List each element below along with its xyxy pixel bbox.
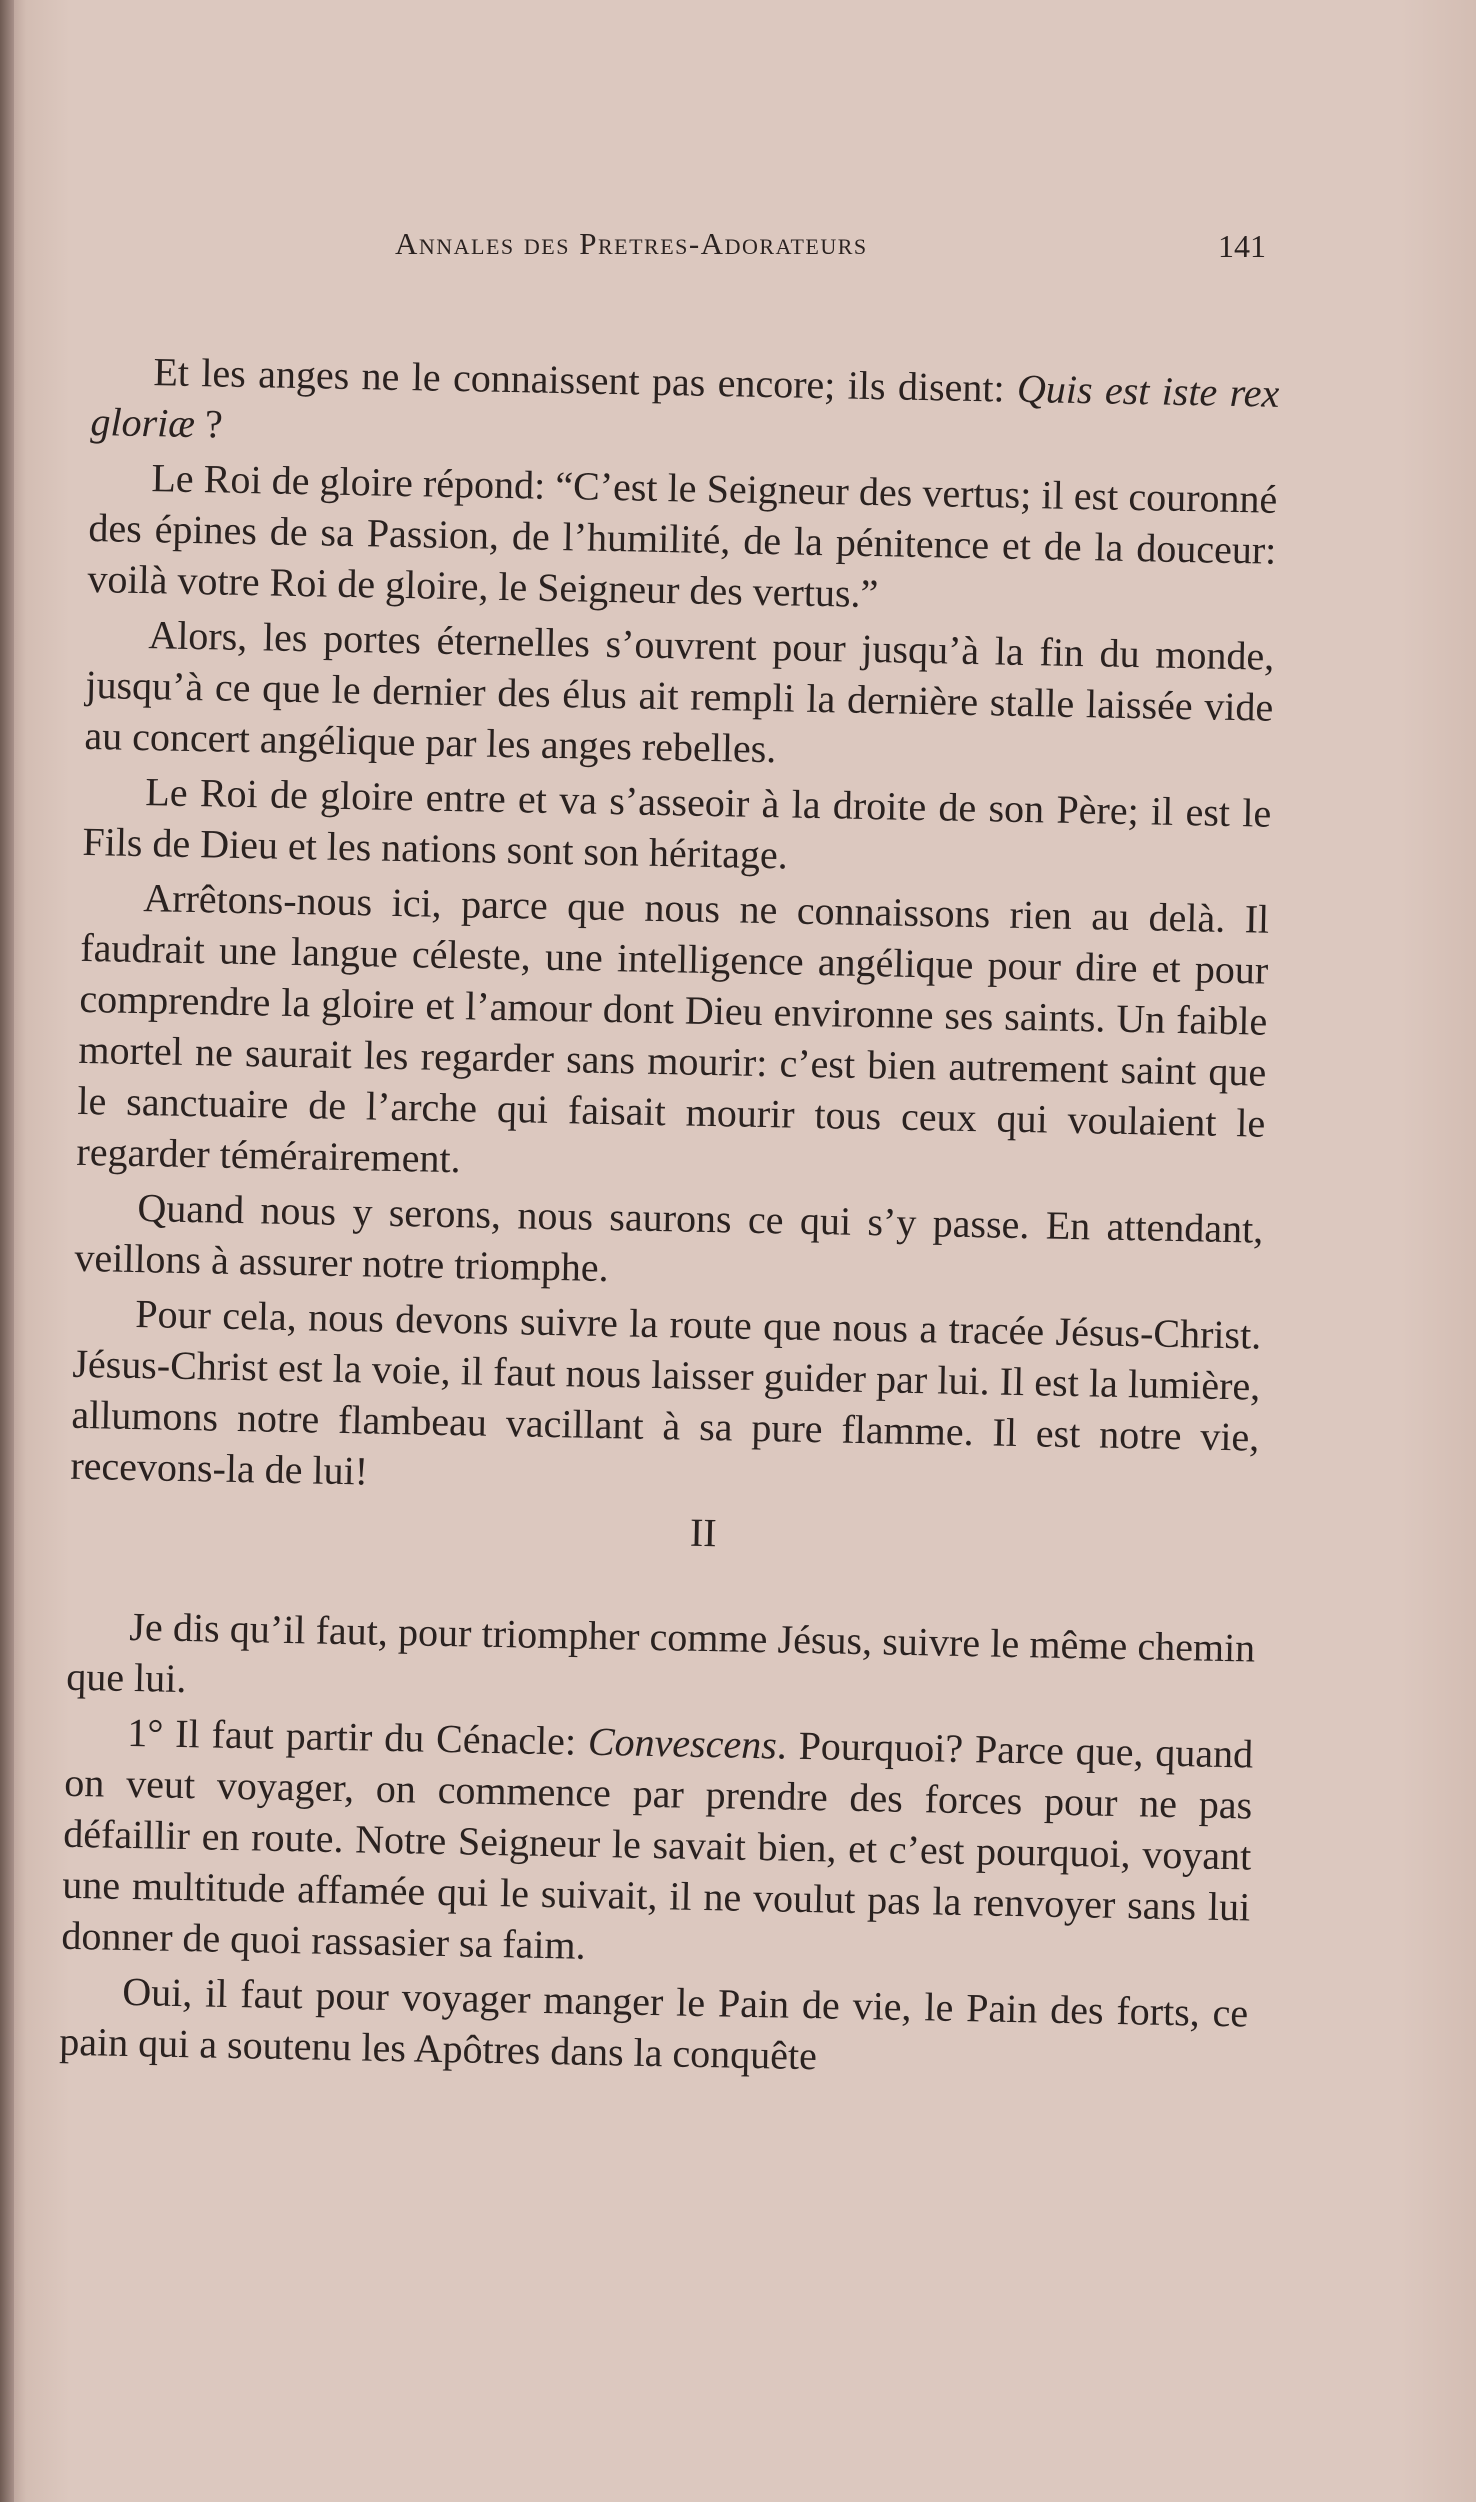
paragraph-4: Le Roi de gloire entre et va s’asseoir à la droite de son Père; il est le Fils de Dieu et les nations sont son héritage. — [82, 769, 1272, 878]
book-spine-edge — [0, 0, 14, 2502]
paragraph-9 — [61, 1706, 1254, 1984]
paragraph-3: Alors, les portes éternelles s’ouvrent pour jusqu’à la fin du monde, jusqu’à ce que le dernier des élus ait rempli la dernière stalle laissée vide au concert angélique par les anges rebelles. — [84, 612, 1275, 772]
page-number: 141 — [1218, 228, 1266, 264]
paragraph-9-continued: . Pourquoi? Parce que, quand on veut voyager, on commence par prendre des forces pour ne pas défaillir en route. Notre Seigneur le savait bien, et c’est pourquoi, voyant une multitude affamée qui le suivait, il ne voulut pas la renvoyer sans lui donner de quoi rassasier sa faim. — [61, 1722, 1254, 1968]
paragraph-7: Pour cela, nous devons suivre la route que nous a tracée Jésus-Christ. Jésus-Christ est la voie, il faut nous laisser guider par lui. Il est la lumière, allumons notre flambeau vacillant à sa pure flamme. Il est notre vie, recevons-la de lui! — [70, 1291, 1262, 1494]
running-header-title: Annales des Pretres-Adorateurs — [395, 226, 868, 261]
paragraph-6: Quand nous y serons, nous saurons ce qui s’y passe. En attendant, veillons à assurer notre triomphe. — [74, 1185, 1264, 1291]
paragraph-2: Le Roi de gloire répond: “C’est le Seigneur des vertus; il est couronné des épines de sa Passion, de l’humilité, de la pénitence et de la douceur: voilà votre Roi de gloire, le Seigneur des vertus.” — [87, 455, 1278, 617]
body-text — [59, 345, 1280, 2093]
paragraph-8: Je dis qu’il faut, pour triompher comme Jésus, suivre le même chemin que lui. — [66, 1603, 1256, 1702]
section-heading: II — [689, 1509, 718, 1556]
latin-word-convescens: Convescens — [587, 1718, 778, 1768]
paragraph-5: Arrêtons-nous ici, parce que nous ne connaissons rien au delà. Il faudrait une langue céleste, une intelligence angélique pour dire et pour comprendre la gloire et l’amour dont Dieu environne ses saints. Un faible mortel ne saurait les regarder sans mourir: c’est bien autrement saint que le sanctuaire de l’arche qui faisait mourir tous ceux qui voulaient le regarder témérairement. — [76, 875, 1270, 1182]
latin-quote-quis-est: Quis est iste rex gloriæ — [90, 365, 1280, 446]
paragraph-1 — [90, 345, 1280, 470]
paragraph-1-end: ? — [194, 400, 224, 447]
paragraph-1-text: Et les anges ne le connaissent pas encore; ils disent: — [153, 349, 1018, 411]
paragraph-10: Oui, il faut pour voyager manger le Pain de vie, le Pain des forts, ce pain qui a soutenu les Apôtres dans la conquête — [58, 1968, 1249, 2079]
paragraph-9-text: 1° Il faut partir du Cénacle: — [126, 1709, 589, 1764]
